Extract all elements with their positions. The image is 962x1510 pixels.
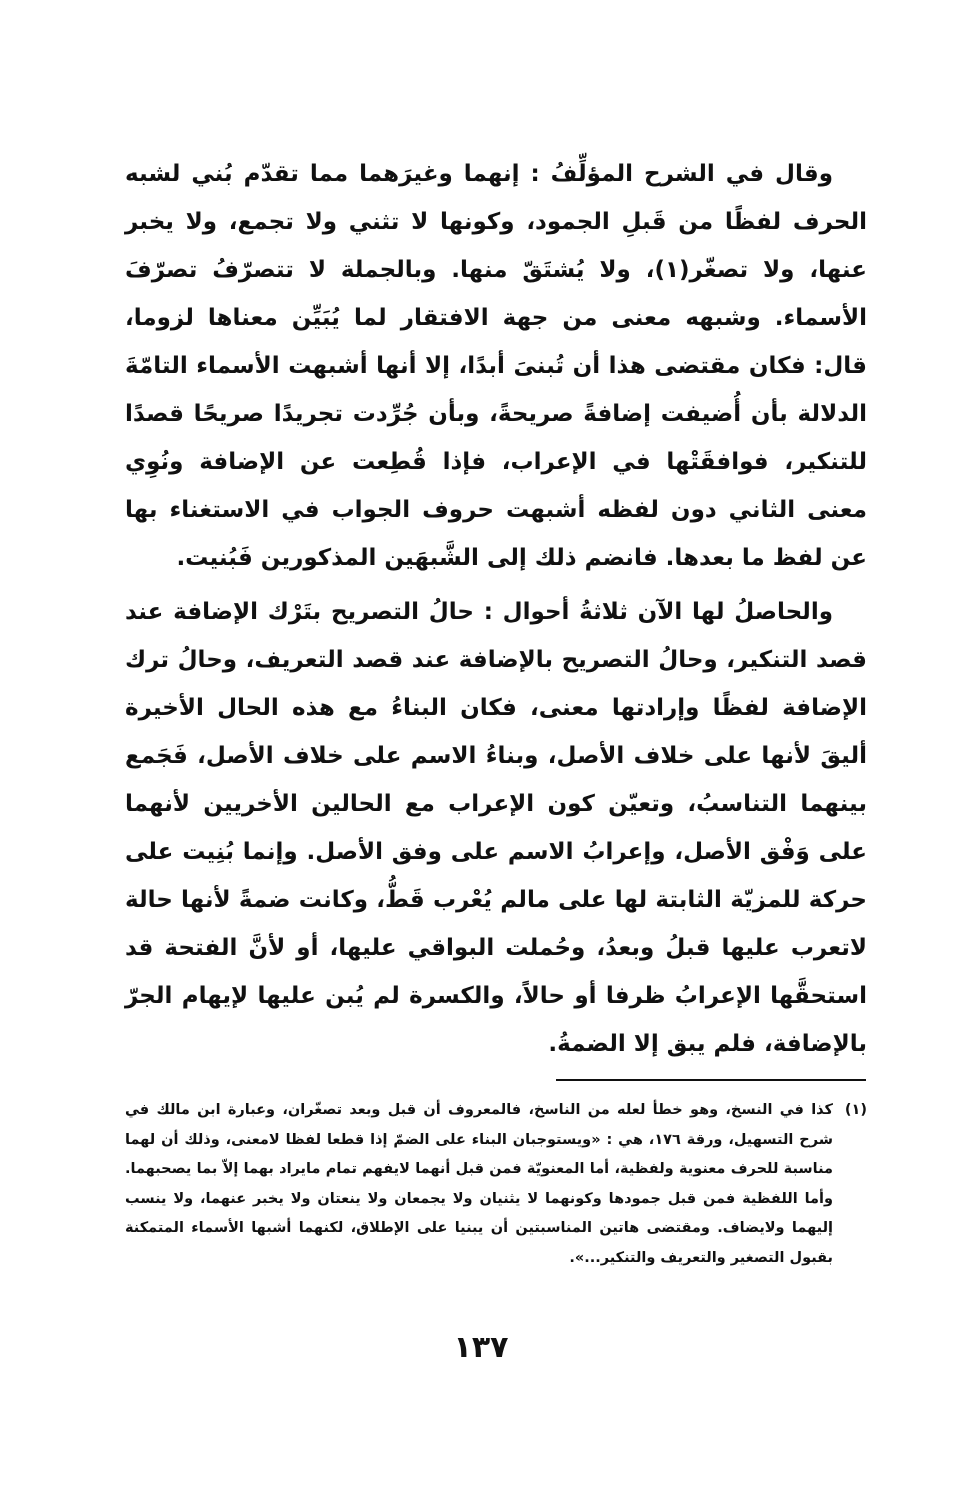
footnote-text: كذا في النسخ، وهو خطأ لعله من الناسخ، فالمعروف أن قبل وبعد تصغّران، وعبارة ابن مالك في شرح التسهيل، ورقة ١٧٦، هي : «ويستوجبان البناء على الضمّ إذا قطعا لفظا لامعنى، وذلك أن لهما مناسبة للحرف معنوية ولفظية، أما المعنويّة فمن قبل أنهما لايفهم تمام مايراد بهما إلاّ بما يصحبهما. وأما اللفظية فمن قبل جمودها وكونهما لا يثنيان ولا يجمعان ولا ينعتان ولا يخبر عنهما، ولا ينسب إليهما ولايضاف. ومقتضى هاتين المناسبتين أن يبنيا على الإطلاق، لكنهما أشبها الأسماء المتمكنة بقبول التصغير والتعريف والتنكير...». [125,1102,833,1266]
page-number: ١٣٧ [453,1330,509,1365]
footnote-separator [556,1079,866,1081]
paragraph-2: والحاصلُ لها الآن ثلاثةُ أحوال : حالُ التصريح بتَرْك الإضافة عند قصد التنكير، وحالُ التصريح بالإضافة عند قصد التعريف، وحالُ ترك الإضافة لفظًا وإرادتها معنى، فكان البناءُ مع هذه الحال الأخيرة أليقَ لأنها على خلاف الأصل، وبناءُ الاسم على خلاف الأصل، فَجَمع بينهما التناسبُ، وتعيّن كون الإعراب مع الحالين الأخريين لأنهما على وَفْق الأصل، وإعرابُ الاسم على وفق الأصل. وإنما بُنِيت على حركة للمزيّة الثابتة لها على مالم يُعْرب قَطُّ، وكانت ضمةً لأنها حالة لاتعرب عليها قبلُ وبعدُ، وحُملت البواقي عليها، أو لأنَّ الفتحة قد استحقَّها الإعرابُ ظرفا أو حالاً، والكسرة لم يُبن عليها لإيهام الجرّ بالإضافة، فلم يبق إلا الضمةُ. [125,599,867,1057]
paragraph-1: وقال في الشرح المؤلِّفُ : إنهما وغيرَهما مما تقدّم بُني لشبه الحرف لفظًا من قَبلِ الجمود، وكونها لا تثني ولا تجمع، ولا يخبر عنها، ولا تصغّر(١)، ولا يُشتَقّ منها. وبالجملة لا تتصرّفُ تصرّفَ الأسماء. وشبهه معنى من جهة الافتقار لما يُبَيِّن معناها لزوما، قال: فكان مقتضى هذا أن تُبنىَ أبدًا، إلا أنها أشبهت الأسماء التامّةَ الدلالة بأن أُضيفت إضافةً صريحةً، وبأن جُرِّدت تجريدًا صريحًا قصدًا للتنكير، فوافقَتْها في الإعراب، فإذا قُطِعت عن الإضافة ونُوِي معنى الثاني دون لفظه أشبهت حروف الجواب في الاستغناء بها عن لفظ ما بعدها. فانضم ذلك إلى الشَّبهَين المذكورين فَبُنيت. [125,161,867,571]
footnote [125,1096,867,1273]
footnote-marker: (١) [844,1102,867,1118]
main-text [125,150,867,1068]
